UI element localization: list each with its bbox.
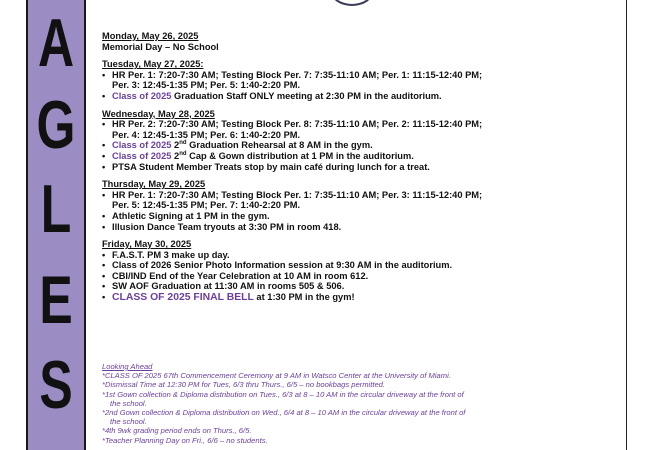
list-item: • SW AOF Graduation at 11:30 AM in rooms 505 & 506. <box>102 281 622 292</box>
sidebar-letter: E <box>39 262 73 338</box>
list-item: • Class of 2026 Senior Photo Information session at 9:30 AM in the auditorium. <box>102 260 622 271</box>
sidebar-letter: L <box>40 171 72 247</box>
eagles-sidebar <box>26 0 86 450</box>
day-title: Monday, May 26, 2025 <box>102 31 199 41</box>
list-item: • PTSA Student Member Treats stop by main café during lunch for a treat. <box>102 162 622 173</box>
list-item: • Illusion Dance Team tryouts at 3:30 PM in room 418. <box>102 222 622 233</box>
list-item: • HR Per. 2: 7:20-7:30 AM; Testing Block Per. 8: 7:35-11:10 AM; Per. 2: 11:15-12:40 PM; Per. 4: 12:45-1:35 PM; Per. 6: 1:40-2:20 PM. <box>102 119 622 140</box>
looking-ahead-line: *1st Gown collection & Diploma distribution on Tues., 6/3 at 8 – 10 AM in the circular driveway at the front of <box>102 389 464 399</box>
looking-ahead-heading: Looking Ahead <box>102 362 153 371</box>
list-item: • CBI/IND End of the Year Celebration at 10 AM in room 612. <box>102 271 622 282</box>
weekly-schedule <box>102 31 622 311</box>
day-tuesday <box>102 59 622 101</box>
looking-ahead-line: the school. <box>110 417 147 427</box>
looking-ahead-line: *Dismissal Time at 12:30 PM for Tues, 6/3 thru Thurs., 6/5 – no bookbags permitted. <box>102 380 385 390</box>
list-item: • Class of 2025 2nd Graduation Rehearsal at 8 AM in the gym. <box>102 140 622 151</box>
list-item: • HR Per. 1: 7:20-7:30 AM; Testing Block Per. 1: 7:35-11:10 AM; Per. 3: 11:15-12:40 PM; Per. 5: 12:45-1:35 PM; Per. 7: 1:40-2:20 PM. <box>102 190 622 211</box>
list-item: • Class of 2025 2nd Cap & Gown distribution at 1 PM in the auditorium. <box>102 151 622 162</box>
list-item: • CLASS OF 2025 FINAL BELL at 1:30 PM in the gym! <box>102 292 622 304</box>
sidebar-letter: S <box>39 347 73 423</box>
page-border <box>626 0 627 450</box>
looking-ahead-line: *4th 9wk grading period ends on Thurs., 6/5. <box>102 426 252 436</box>
list-item: • HR Per. 1: 7:20-7:30 AM; Testing Block Per. 7: 7:35-11:10 AM; Per. 1: 11:15-12:40 PM; Per. 3: 12:45-1:35 PM; Per. 5: 1:40-2:20 PM. <box>102 70 622 91</box>
day-note: Memorial Day – No School <box>102 41 219 52</box>
list-item: • F.A.S.T. PM 3 make up day. <box>102 250 622 261</box>
looking-ahead-line: the school. <box>110 398 147 408</box>
day-title: Wednesday, May 28, 2025 <box>102 108 215 119</box>
day-wednesday <box>102 109 622 173</box>
logo-arc <box>330 0 374 6</box>
day-friday <box>102 239 622 304</box>
list-item: • Class of 2025 Graduation Staff ONLY meeting at 2:30 PM in the auditorium. <box>102 91 622 102</box>
looking-ahead-line: *Teacher Planning Day on Fri., 6/6 – no students. <box>102 435 268 445</box>
looking-ahead <box>102 362 622 445</box>
sidebar-letter: G <box>36 87 76 163</box>
looking-ahead-line: *2nd Gown collection & Diploma distribution on Wed., 6/4 at 8 – 10 AM in the circular driveway at the front of <box>102 408 466 418</box>
day-title: Tuesday, May 27, 2025: <box>102 59 204 70</box>
looking-ahead-line: *CLASS OF 2025 67th Commencement Ceremony at 9 AM in Watsco Center at the University of Miami. <box>102 371 451 381</box>
day-thursday <box>102 179 622 232</box>
day-title: Friday, May 30, 2025 <box>102 239 192 250</box>
list-item: • Athletic Signing at 1 PM in the gym. <box>102 211 622 222</box>
day-monday <box>102 31 622 52</box>
day-title: Thursday, May 29, 2025 <box>102 179 206 190</box>
sidebar-letter: A <box>37 5 75 81</box>
